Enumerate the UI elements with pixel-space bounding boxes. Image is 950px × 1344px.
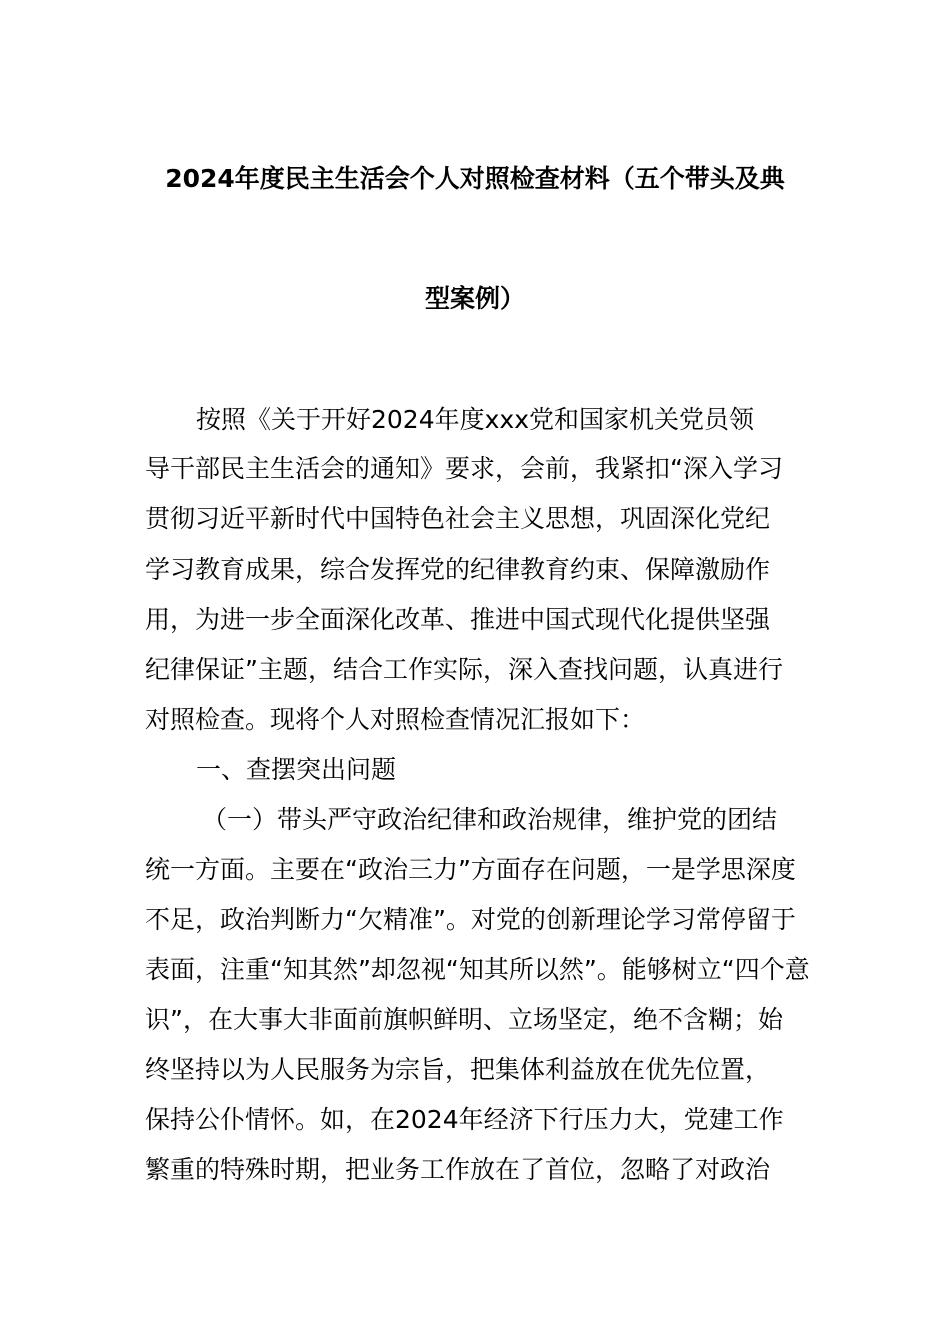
- paragraph-line: 统一方面。主要在“政治三力”方面存在问题，一是学思深度: [145, 855, 796, 884]
- paragraph-line: 不足，政治判断力“欠精准”。对党的创新理论学习常停留于: [145, 905, 796, 934]
- paragraph-line: 贯彻习近平新时代中国特色社会主义思想，巩固深化党纪: [145, 504, 771, 533]
- subsection-heading: （一）带头严守政治纪律和政治规律，维护党的团结: [202, 805, 778, 834]
- paragraph-line: 繁重的特殊时期，把业务工作放在了首位，忽略了对政治: [145, 1155, 771, 1184]
- paragraph-line: 按照《关于开好2024年度xxx党和国家机关党员领: [196, 405, 755, 434]
- paragraph-line: 对照检查。现将个人对照检查情况汇报如下：: [145, 705, 646, 734]
- document-title-line-2: 型案例）: [424, 284, 525, 313]
- paragraph-line: 终坚持以为人民服务为宗旨，把集体利益放在优先位置，: [145, 1055, 771, 1084]
- paragraph-line: 表面，注重“知其然”却忽视“知其所以然”。能够树立“四个意: [145, 955, 810, 984]
- paragraph-line: 学习教育成果，综合发挥党的纪律教育约束、保障激励作: [145, 555, 771, 584]
- paragraph-line: 导干部民主生活会的通知》要求，会前，我紧扣“深入学习: [145, 454, 783, 483]
- paragraph-line: 用，为进一步全面深化改革、推进中国式现代化提供坚强: [145, 605, 771, 634]
- paragraph-line: 纪律保证”主题，结合工作实际，深入查找问题，认真进行: [145, 655, 783, 684]
- section-heading: 一、查摆突出问题: [196, 755, 397, 784]
- paragraph-line: 识”，在大事大非面前旗帜鲜明、立场坚定，绝不含糊；始: [145, 1005, 783, 1034]
- paragraph-line: 保持公仆情怀。如，在2024年经济下行压力大，党建工作: [145, 1105, 784, 1134]
- document-title-line-1: 2024年度民主生活会个人对照检查材料（五个带头及典: [165, 164, 785, 193]
